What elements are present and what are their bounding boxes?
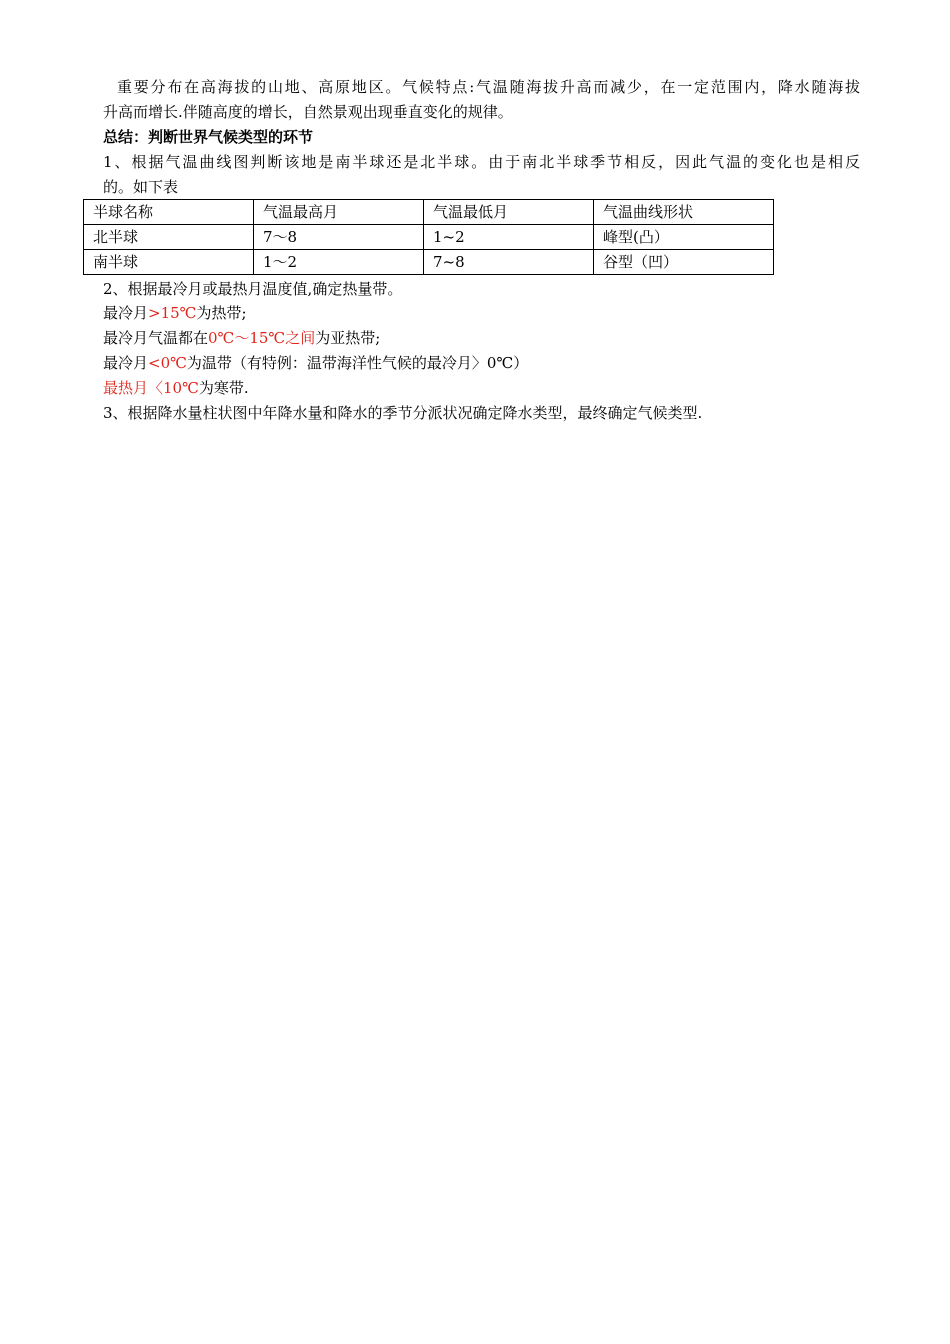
table-row [84,225,774,250]
table-cell: 7～8 [254,225,424,250]
rule-temperate-prefix: 最冷月 [103,354,149,372]
intro-paragraph-line-2: 升高而增长.伴随高度的增长，自然景观出现垂直变化的规律。 [103,103,513,121]
summary-heading: 总结：判断世界气候类型的环节 [103,128,314,146]
table-cell: 7~8 [424,250,594,275]
rule-subtropical-suffix: 为亚热带; [315,329,381,347]
rule-frigid-threshold: 最热月〈10℃ [103,379,199,397]
table-cell: 谷型（凹） [594,250,774,275]
table-cell: 峰型(凸） [594,225,774,250]
step-1-line-1: 1、根据气温曲线图判断该地是南半球还是北半球。由于南北半球季节相反，因此气温的变化也是相反 [103,153,860,171]
hemisphere-table [83,199,774,275]
intro-paragraph-line-1: 重要分布在高海拔的山地、高原地区。气候特点:气温随海拔升高而减少，在一定范围内，降水随海拔 [117,78,860,96]
rule-subtropical-threshold: 0℃～15℃之间 [208,329,316,347]
rule-temperate-threshold: <0℃ [148,354,187,372]
rule-frigid-suffix: 为寒带. [198,379,249,397]
table-header-cell: 半球名称 [84,200,254,225]
table-row [84,250,774,275]
table-cell: 南半球 [84,250,254,275]
table-header-cell: 气温最高月 [254,200,424,225]
table-cell: 1～2 [254,250,424,275]
table-header-cell: 气温最低月 [424,200,594,225]
rule-tropical-prefix: 最冷月 [103,304,149,322]
rule-frigid [103,378,249,398]
step-1-line-2: 的。如下表 [103,178,179,196]
rule-tropical [103,303,247,323]
table-header-row [84,200,774,225]
table-cell: 北半球 [84,225,254,250]
step-2: 2、根据最冷月或最热月温度值,确定热量带。 [103,280,403,298]
step-3: 3、根据降水量柱状图中年降水量和降水的季节分派状况确定降水类型，最终确定气候类型. [103,404,703,422]
rule-subtropical [103,328,380,348]
rule-tropical-suffix: 为热带; [196,304,247,322]
table-header-cell: 气温曲线形状 [594,200,774,225]
table-cell: 1~2 [424,225,594,250]
rule-tropical-threshold: >15℃ [148,304,197,322]
rule-temperate-suffix: 为温带（有特例：温带海洋性气候的最冷月〉0℃） [186,354,529,372]
rule-temperate [103,353,528,373]
rule-subtropical-prefix: 最冷月气温都在 [103,329,209,347]
